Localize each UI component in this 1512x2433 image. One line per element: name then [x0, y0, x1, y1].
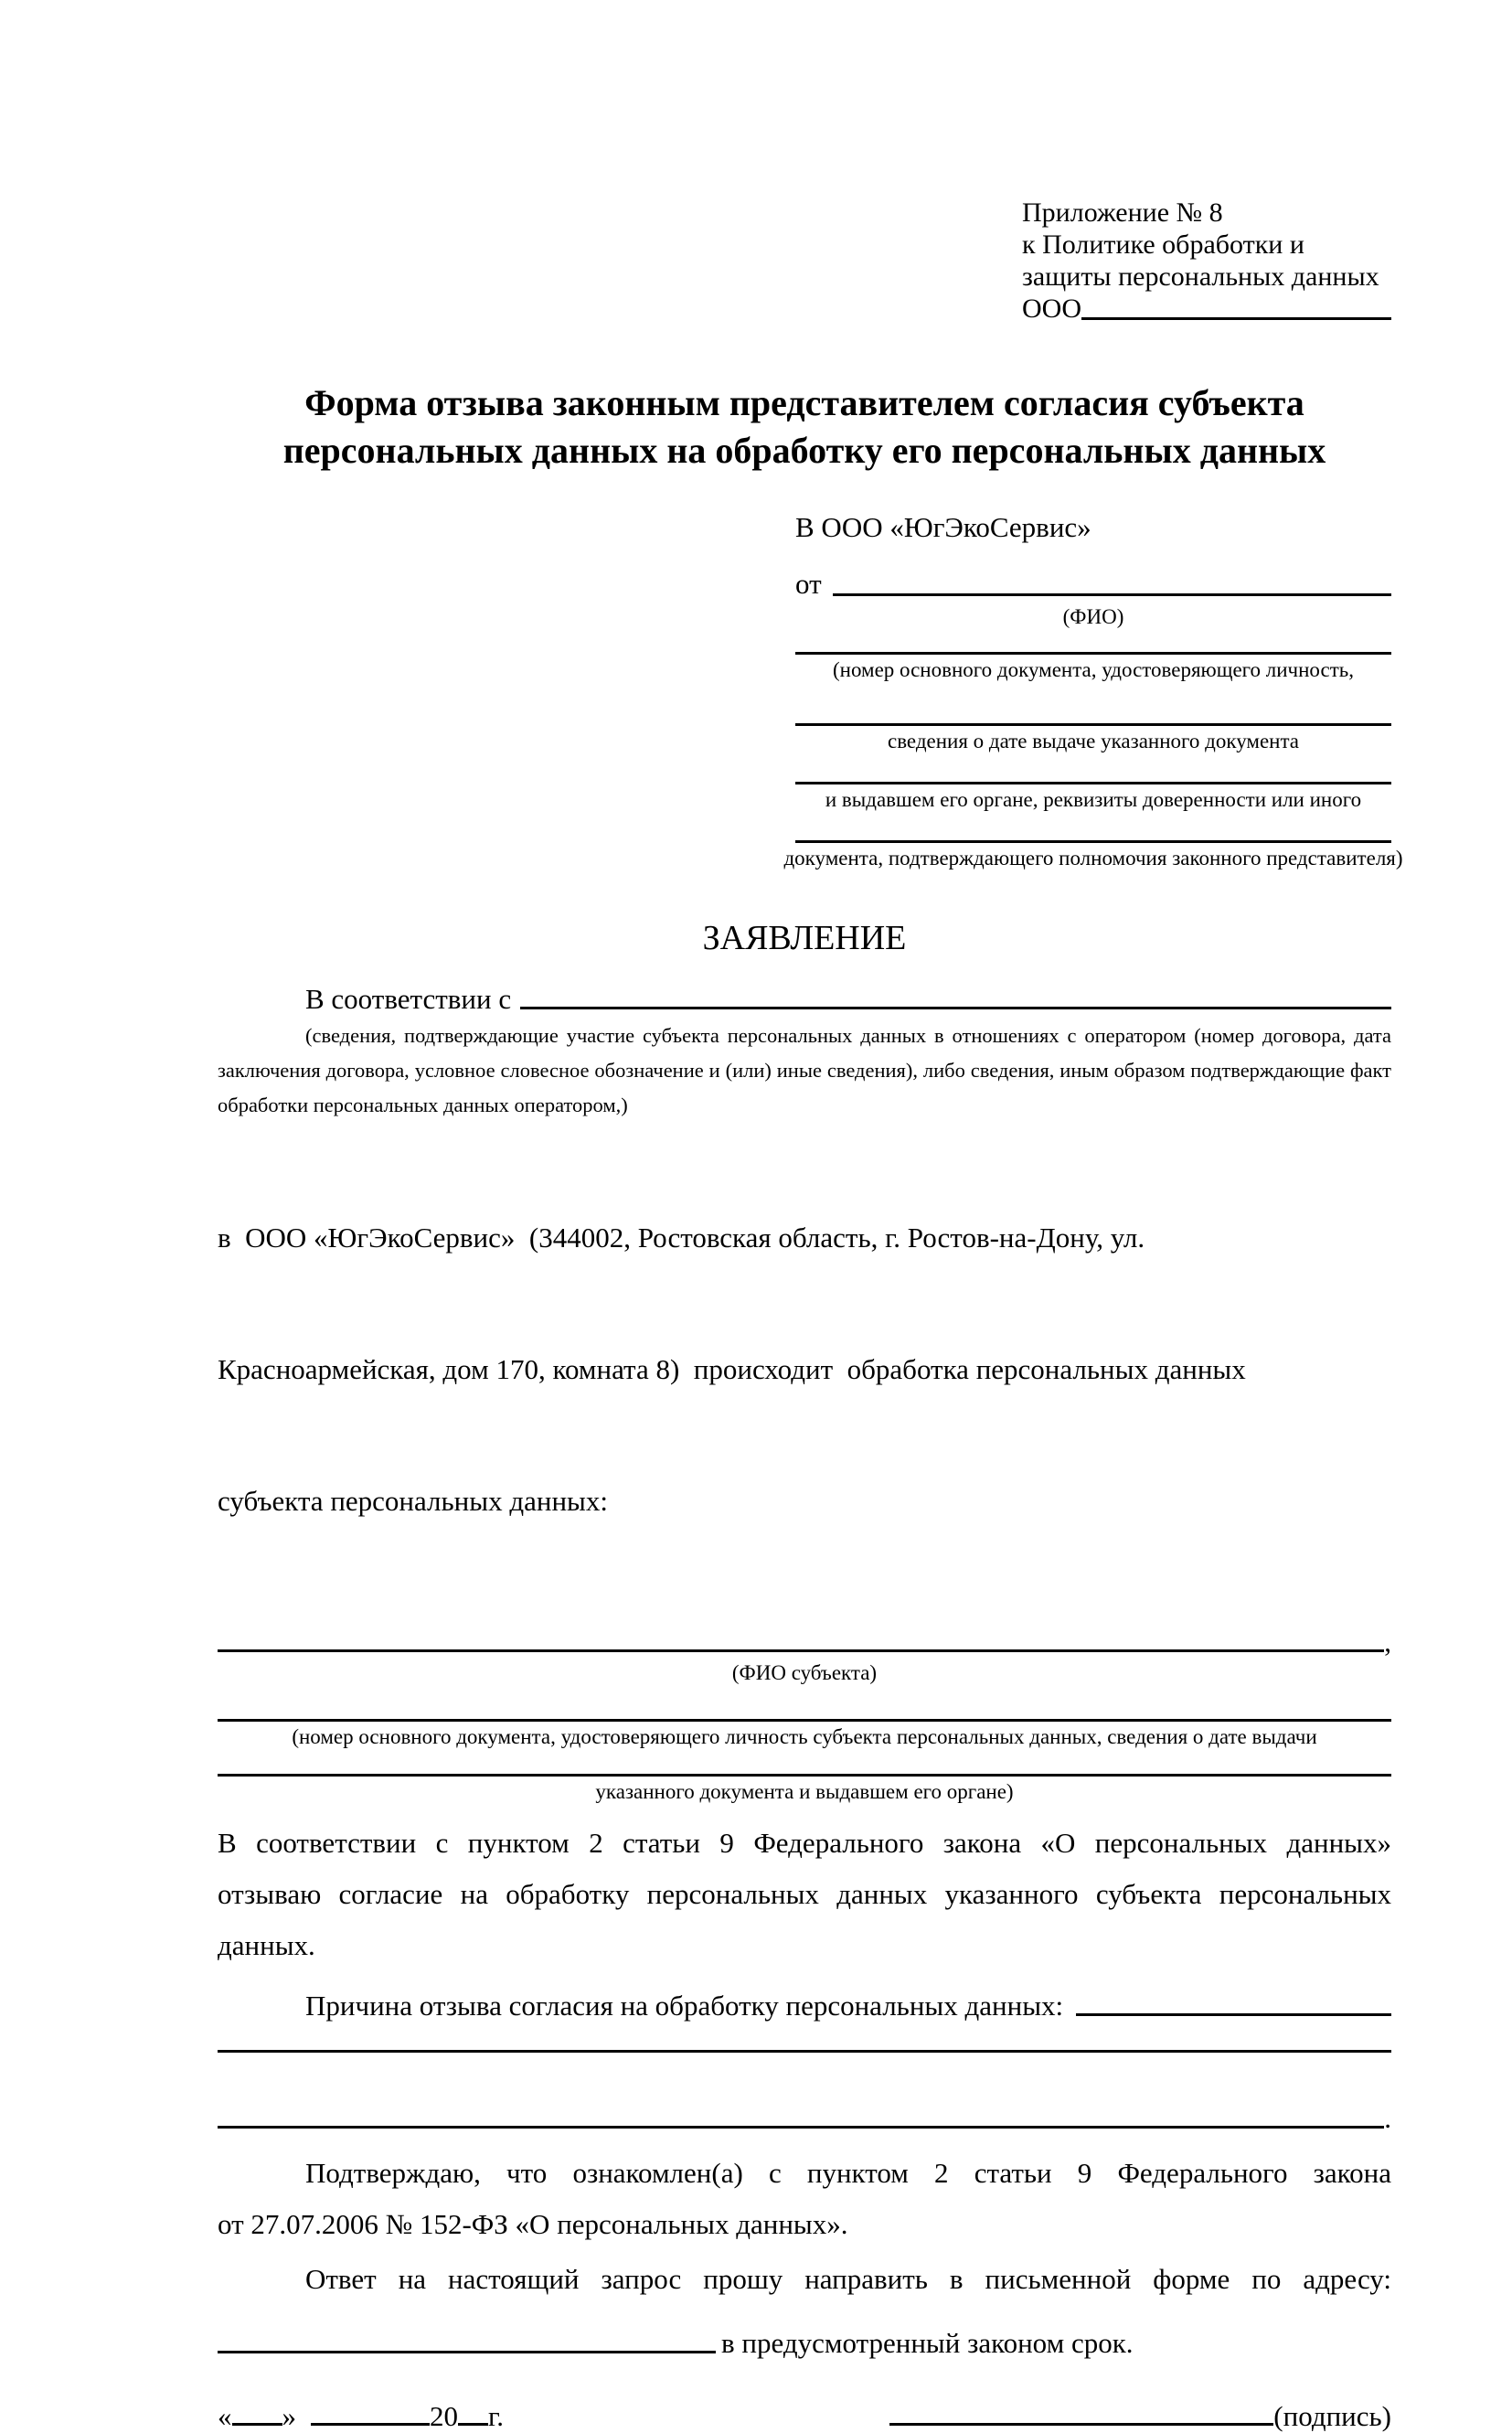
answer-paragraph: Ответ на настоящий запрос прошу направить в письменной форме по адресу:: [305, 2263, 1391, 2295]
subject-doc-row-2: [218, 1774, 1391, 1805]
date-quote-open: «: [218, 2400, 232, 2432]
accordance-caption-line-3: обработки персональных данных оператором,): [218, 1094, 628, 1116]
subject-fio-caption: (ФИО субъекта): [731, 1661, 878, 1684]
reason-label: Причина отзыва согласия на обработку персональных данных:: [305, 1990, 1064, 2022]
date-day-blank-line: [232, 2400, 282, 2426]
reason-row: [218, 1971, 1391, 2022]
recipient-organization: В ООО «ЮгЭкоСервис»: [795, 511, 1091, 543]
operator-paragraph-line-2: Красноармейская, дом 170, комната 8) происходит обработка персональных данных: [218, 1353, 1246, 1385]
representative-doc-caption-2: сведения о дате выдаче указанного документа: [887, 730, 1300, 752]
ooo-blank-line: [1081, 317, 1391, 320]
subject-fio-blank-line: [218, 1649, 1384, 1652]
signature-field: [889, 2400, 1391, 2433]
ooo-label: ООО: [1022, 293, 1081, 324]
from-blank-line: [833, 593, 1391, 596]
operator-paragraph-line-1: в ООО «ЮгЭкоСервис» (344002, Ростовская область, г. Ростов-на-Дону, ул.: [218, 1222, 1145, 1254]
date-year-blank-line: [458, 2400, 488, 2426]
reason-terminator: .: [1384, 2102, 1391, 2134]
operator-paragraph-line-3: субъекта персональных данных:: [218, 1485, 608, 1517]
date-quote-close: »: [282, 2400, 296, 2432]
answer-address-row: [218, 2316, 1391, 2360]
accordance-caption: [218, 1019, 1391, 1123]
representative-doc-row-4: [783, 840, 1403, 871]
reason-blank-row-3: [218, 2100, 1391, 2135]
appendix-ooo-row: [1022, 293, 1391, 325]
date-year-prefix: 20: [430, 2400, 458, 2432]
signature-caption: (подпись): [1273, 2400, 1391, 2432]
appendix-block: [1022, 197, 1391, 325]
representative-doc-caption-1: (номер основного документа, удостоверяющего личность,: [832, 658, 1354, 681]
subject-doc-caption-2: указанного документа и выдавшем его органе): [595, 1780, 1014, 1803]
date-year-suffix: г.: [488, 2400, 504, 2432]
representative-doc-caption-3: и выдавшем его органе, реквизиты доверенности или иного: [825, 788, 1362, 811]
appendix-line-2: к Политике обработки и: [1022, 229, 1304, 260]
page-title-line-1: Форма отзыва законным представителем согласия субъекта: [304, 382, 1304, 423]
date-signature-row: [218, 2400, 1391, 2433]
subject-fio-comma: ,: [1384, 1626, 1391, 1658]
date-month-blank-line: [311, 2400, 430, 2426]
reason-blank-line: [1076, 2013, 1391, 2016]
appendix-line-1: Приложение № 8: [1022, 197, 1223, 228]
withdraw-paragraph: [218, 1818, 1391, 1971]
confirm-line-1: Подтверждаю, что ознакомлен(а) с пунктом 2 статьи 9 Федерального закона: [305, 2157, 1391, 2189]
withdraw-line-2: отзываю согласие на обработку персональных данных указанного субъекта персональных: [218, 1878, 1391, 1910]
date-field: [218, 2400, 504, 2433]
recipient-block: [783, 509, 1403, 871]
representative-doc-row-3: [795, 782, 1391, 813]
operator-paragraph: [218, 1128, 1391, 1611]
confirm-paragraph: [218, 2148, 1391, 2250]
reason-blank-line-3: [218, 2126, 1384, 2129]
from-label: от: [795, 568, 822, 600]
accordance-caption-line-1: (сведения, подтверждающие участие субъекта персональных данных в отношениях с оператором (номер договора, дата: [305, 1024, 1391, 1047]
withdraw-line-1: В соответствии с пунктом 2 статьи 9 Федерального закона «О персональных данных»: [218, 1827, 1391, 1859]
confirm-line-2: от 27.07.2006 № 152-ФЗ «О персональных данных».: [218, 2208, 848, 2240]
from-row: [795, 560, 1391, 603]
subject-fio-row: [218, 1620, 1391, 1659]
fio-caption: (ФИО): [1062, 605, 1124, 628]
withdraw-line-3: данных.: [218, 1929, 315, 1961]
answer-address-blank-line: [218, 2351, 716, 2353]
page-title: [218, 379, 1391, 475]
accordance-row: [218, 974, 1391, 1016]
answer-tail: в предусмотренный законом срок.: [721, 2327, 1134, 2359]
accordance-blank-line: [520, 1007, 1391, 1009]
subject-doc-row-1: [218, 1719, 1391, 1750]
subject-doc-caption-1: (номер основного документа, удостоверяющего личность субъекта персональных данных, сведения о дате выдачи: [292, 1725, 1317, 1748]
reason-blank-line-2: [218, 2050, 1391, 2053]
representative-doc-row-2: [795, 723, 1391, 754]
accordance-label: В соответствии с: [305, 983, 512, 1015]
statement-heading: ЗАЯВЛЕНИЕ: [702, 919, 907, 957]
signature-blank-line: [889, 2400, 1273, 2426]
appendix-line-3: защиты персональных данных: [1022, 261, 1379, 292]
representative-doc-caption-4: документа, подтверждающего полномочия законного представителя): [783, 847, 1403, 870]
representative-doc-row-1: [795, 652, 1391, 683]
page-title-line-2: персональных данных на обработку его персональных данных: [282, 430, 1326, 471]
accordance-caption-line-2: заключения договора, условное словесное обозначение и (или) иные сведения), либо сведения, иным образом подтверждающие факт: [218, 1059, 1391, 1082]
